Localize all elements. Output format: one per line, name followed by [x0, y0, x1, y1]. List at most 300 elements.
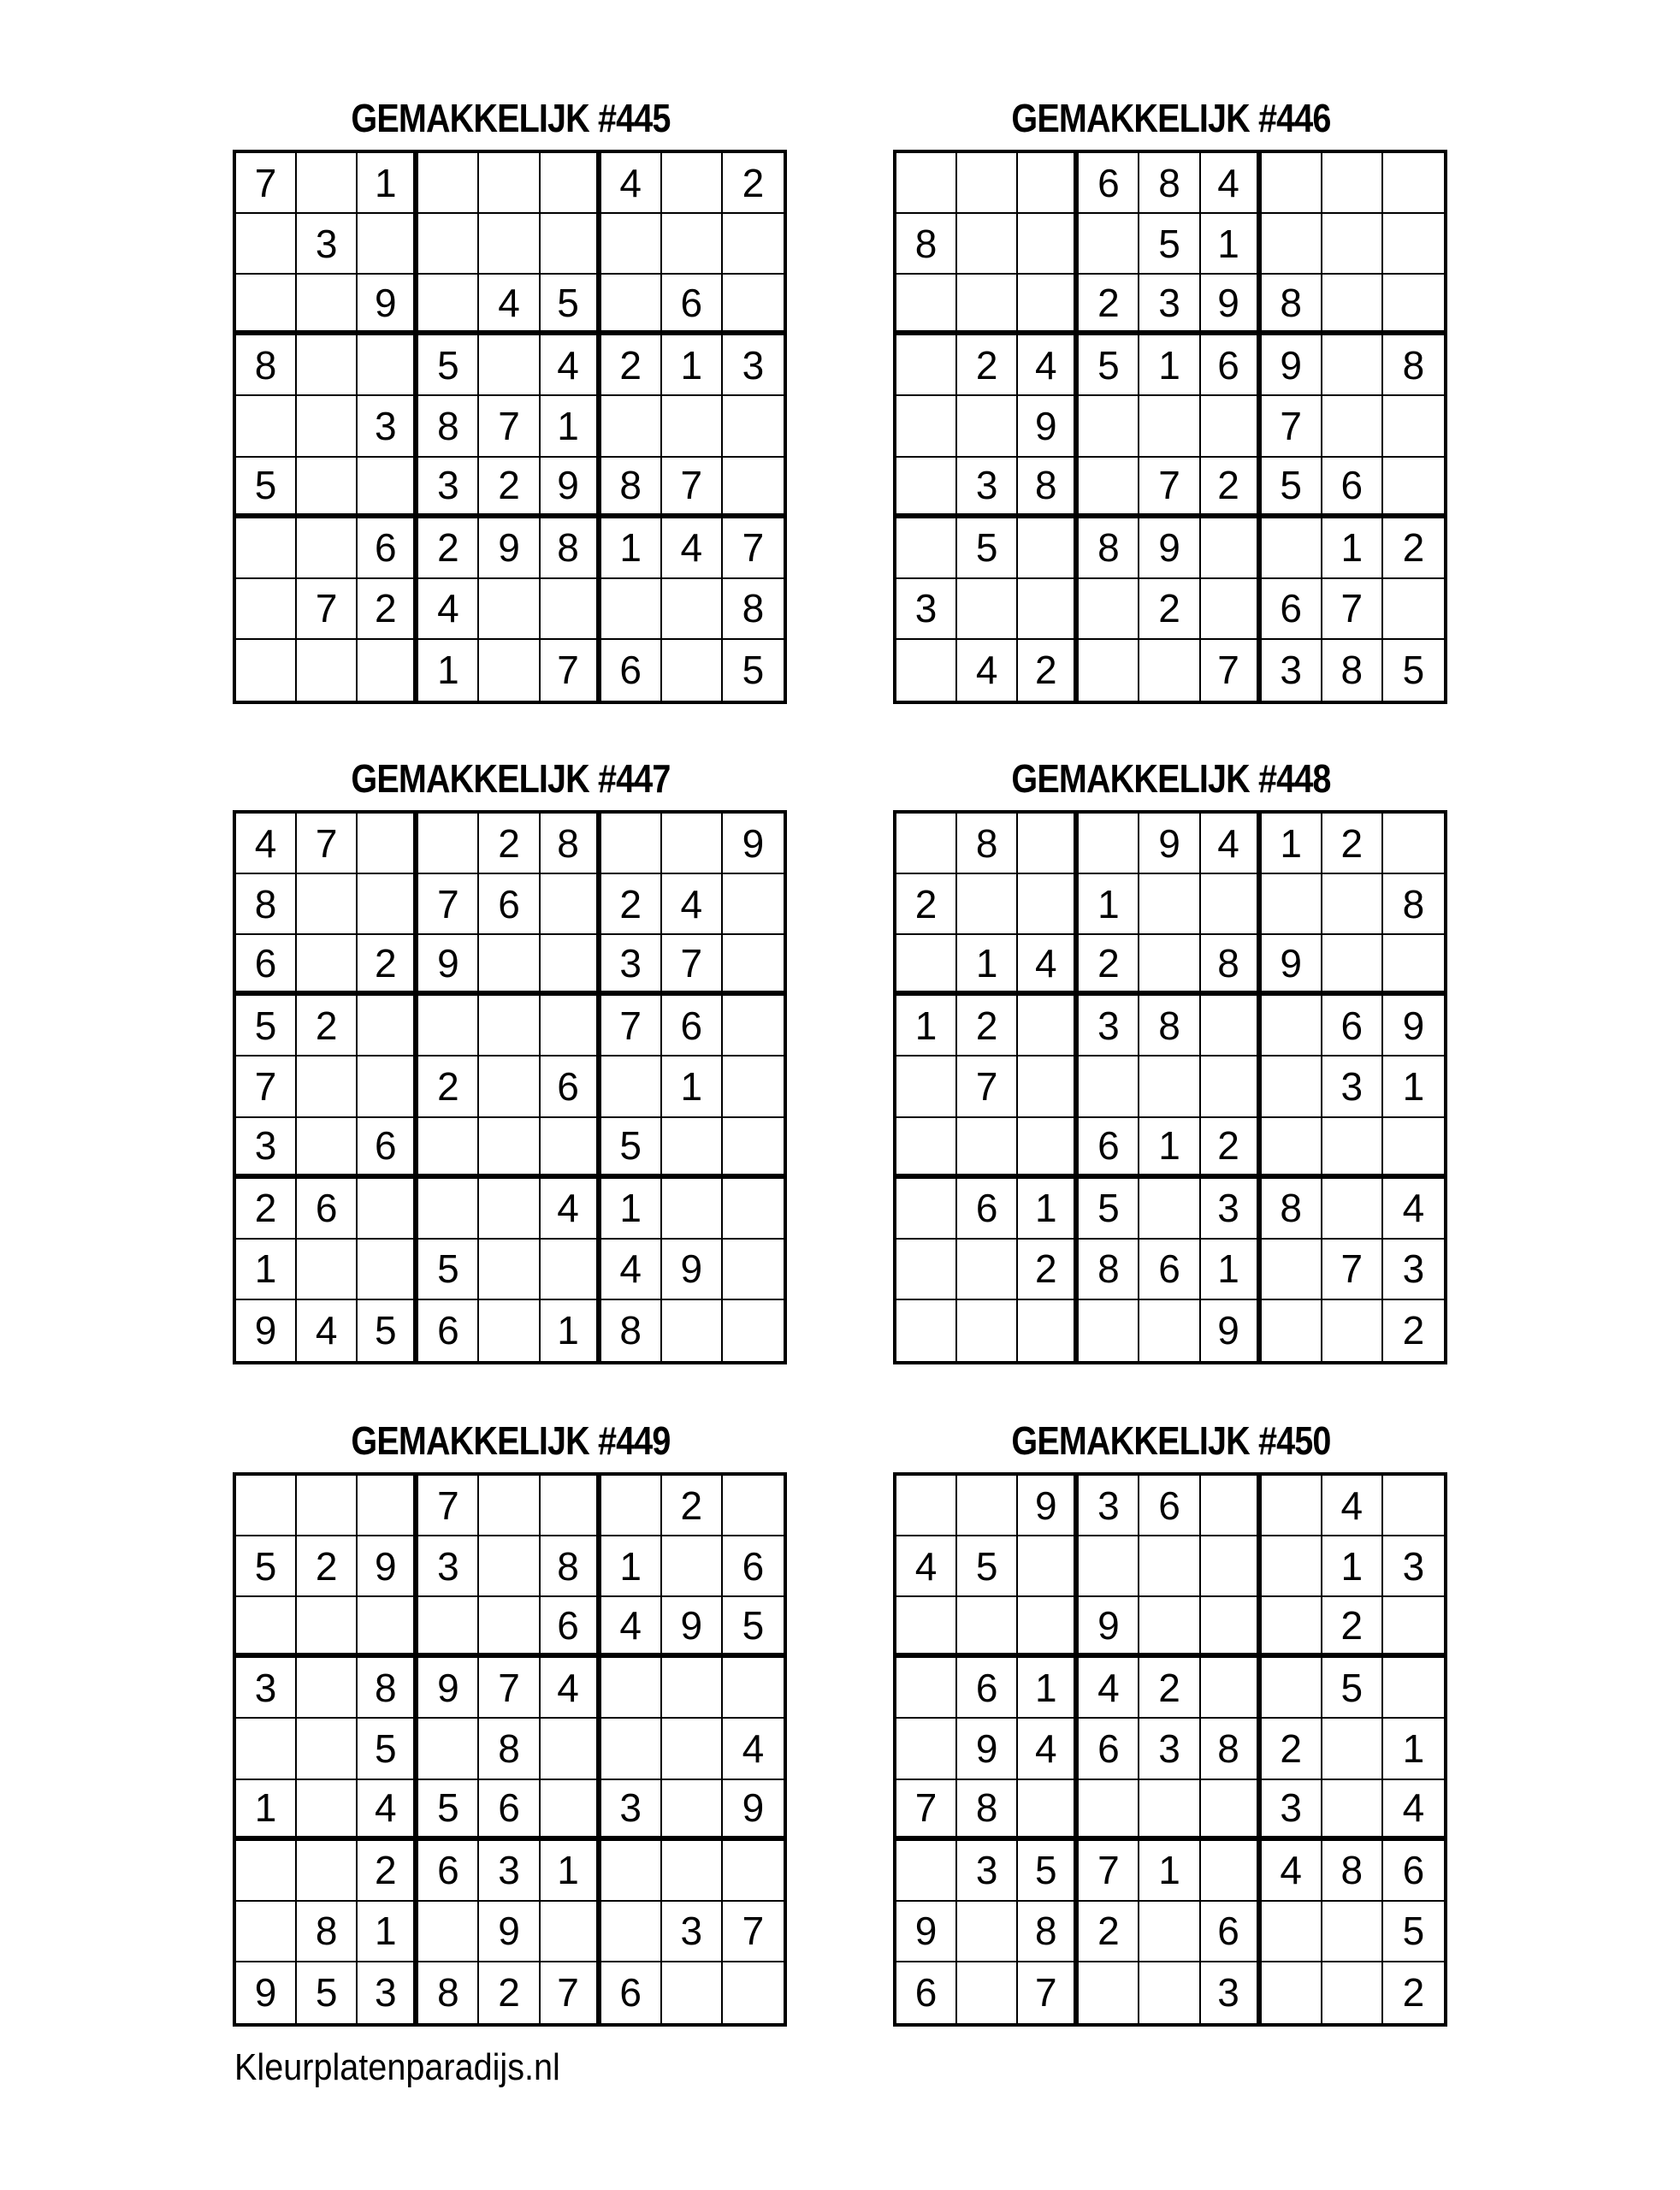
sudoku-cell[interactable] — [1018, 874, 1079, 935]
sudoku-cell[interactable] — [236, 640, 297, 701]
sudoku-cell[interactable] — [1018, 1597, 1079, 1658]
sudoku-cell[interactable]: 7 — [297, 579, 358, 640]
sudoku-cell[interactable] — [601, 1902, 662, 1962]
sudoku-cell[interactable]: 1 — [358, 153, 418, 214]
sudoku-cell[interactable] — [358, 814, 418, 874]
sudoku-cell[interactable]: 4 — [1383, 1780, 1444, 1841]
sudoku-cell[interactable] — [601, 396, 662, 457]
sudoku-cell[interactable] — [236, 579, 297, 640]
sudoku-cell[interactable] — [479, 1240, 540, 1300]
sudoku-cell[interactable]: 2 — [601, 335, 662, 396]
sudoku-cell[interactable] — [723, 275, 784, 335]
sudoku-cell[interactable] — [297, 1240, 358, 1300]
sudoku-cell[interactable]: 3 — [358, 396, 418, 457]
sudoku-cell[interactable]: 3 — [1262, 1780, 1322, 1841]
sudoku-cell[interactable]: 6 — [541, 1597, 601, 1658]
sudoku-cell[interactable] — [236, 214, 297, 275]
sudoku-cell[interactable] — [723, 1841, 784, 1902]
sudoku-cell[interactable] — [1383, 1658, 1444, 1719]
sudoku-cell[interactable]: 1 — [662, 1057, 723, 1117]
sudoku-cell[interactable] — [1322, 1902, 1383, 1962]
sudoku-cell[interactable] — [418, 814, 479, 874]
sudoku-cell[interactable]: 4 — [1018, 1719, 1079, 1779]
sudoku-cell[interactable]: 2 — [1201, 458, 1262, 518]
sudoku-cell[interactable] — [479, 579, 540, 640]
sudoku-cell[interactable]: 6 — [1139, 1240, 1200, 1300]
sudoku-cell[interactable] — [896, 1597, 957, 1658]
sudoku-cell[interactable]: 6 — [297, 1179, 358, 1240]
sudoku-cell[interactable]: 4 — [1018, 935, 1079, 996]
sudoku-cell[interactable] — [1139, 1536, 1200, 1597]
sudoku-cell[interactable] — [541, 996, 601, 1057]
sudoku-cell[interactable]: 4 — [601, 1597, 662, 1658]
sudoku-cell[interactable]: 6 — [1139, 1476, 1200, 1536]
sudoku-cell[interactable] — [601, 1057, 662, 1117]
sudoku-cell[interactable] — [1322, 1179, 1383, 1240]
sudoku-cell[interactable]: 7 — [723, 1902, 784, 1962]
sudoku-cell[interactable]: 7 — [541, 1962, 601, 2023]
sudoku-cell[interactable] — [1139, 1300, 1200, 1361]
sudoku-cell[interactable] — [957, 1118, 1018, 1179]
sudoku-cell[interactable] — [1262, 1658, 1322, 1719]
sudoku-cell[interactable] — [957, 1902, 1018, 1962]
sudoku-cell[interactable] — [896, 1719, 957, 1779]
sudoku-cell[interactable] — [297, 1118, 358, 1179]
sudoku-cell[interactable]: 2 — [1262, 1719, 1322, 1779]
sudoku-cell[interactable]: 9 — [1139, 814, 1200, 874]
sudoku-cell[interactable]: 4 — [1201, 153, 1262, 214]
sudoku-cell[interactable] — [896, 1057, 957, 1117]
sudoku-cell[interactable]: 2 — [1079, 275, 1139, 335]
sudoku-cell[interactable] — [1139, 1962, 1200, 2023]
sudoku-cell[interactable]: 7 — [418, 874, 479, 935]
sudoku-cell[interactable]: 9 — [1079, 1597, 1139, 1658]
sudoku-cell[interactable] — [358, 996, 418, 1057]
sudoku-cell[interactable] — [723, 1179, 784, 1240]
sudoku-cell[interactable]: 7 — [479, 396, 540, 457]
sudoku-cell[interactable] — [1018, 1300, 1079, 1361]
sudoku-cell[interactable]: 1 — [418, 640, 479, 701]
sudoku-cell[interactable]: 1 — [896, 996, 957, 1057]
sudoku-cell[interactable]: 9 — [1139, 518, 1200, 579]
sudoku-cell[interactable] — [896, 335, 957, 396]
sudoku-cell[interactable] — [662, 396, 723, 457]
sudoku-cell[interactable]: 9 — [723, 1780, 784, 1841]
sudoku-cell[interactable] — [236, 1476, 297, 1536]
sudoku-cell[interactable]: 6 — [1383, 1841, 1444, 1902]
sudoku-cell[interactable]: 5 — [1139, 214, 1200, 275]
sudoku-cell[interactable] — [297, 1841, 358, 1902]
sudoku-cell[interactable]: 9 — [1018, 396, 1079, 457]
sudoku-cell[interactable] — [1383, 275, 1444, 335]
sudoku-cell[interactable] — [723, 874, 784, 935]
sudoku-cell[interactable]: 8 — [1018, 1902, 1079, 1962]
sudoku-cell[interactable] — [541, 1902, 601, 1962]
sudoku-cell[interactable]: 7 — [418, 1476, 479, 1536]
sudoku-cell[interactable] — [1262, 1118, 1322, 1179]
sudoku-cell[interactable] — [297, 1719, 358, 1779]
sudoku-cell[interactable] — [1322, 1962, 1383, 2023]
sudoku-cell[interactable] — [1383, 1597, 1444, 1658]
sudoku-cell[interactable] — [1018, 518, 1079, 579]
sudoku-cell[interactable]: 2 — [1201, 1118, 1262, 1179]
sudoku-cell[interactable]: 4 — [1322, 1476, 1383, 1536]
sudoku-cell[interactable]: 8 — [601, 1300, 662, 1361]
sudoku-cell[interactable]: 1 — [1201, 1240, 1262, 1300]
sudoku-cell[interactable]: 4 — [418, 579, 479, 640]
sudoku-cell[interactable]: 6 — [418, 1841, 479, 1902]
sudoku-cell[interactable] — [1262, 1240, 1322, 1300]
sudoku-cell[interactable]: 9 — [236, 1962, 297, 2023]
sudoku-cell[interactable]: 2 — [1402, 1308, 1425, 1353]
sudoku-cell[interactable]: 7 — [1018, 1962, 1079, 2023]
sudoku-cell[interactable]: 5 — [1079, 1179, 1139, 1240]
sudoku-cell[interactable] — [297, 1057, 358, 1117]
sudoku-cell[interactable]: 7 — [541, 640, 601, 701]
sudoku-cell[interactable]: 3 — [418, 1536, 479, 1597]
sudoku-cell[interactable]: 1 — [1018, 1658, 1079, 1719]
sudoku-cell[interactable]: 3 — [896, 579, 957, 640]
sudoku-cell[interactable] — [1139, 1057, 1200, 1117]
sudoku-cell[interactable] — [662, 1118, 723, 1179]
sudoku-cell[interactable] — [723, 1658, 784, 1719]
sudoku-cell[interactable]: 5 — [742, 648, 765, 693]
sudoku-cell[interactable] — [1201, 1476, 1262, 1536]
sudoku-cell[interactable] — [1201, 874, 1262, 935]
sudoku-cell[interactable]: 3 — [601, 1780, 662, 1841]
sudoku-cell[interactable]: 7 — [662, 935, 723, 996]
sudoku-cell[interactable]: 1 — [358, 1902, 418, 1962]
sudoku-cell[interactable]: 3 — [236, 1118, 297, 1179]
sudoku-cell[interactable]: 2 — [1402, 1970, 1425, 2015]
sudoku-cell[interactable]: 6 — [662, 275, 723, 335]
sudoku-cell[interactable]: 6 — [1201, 335, 1262, 396]
sudoku-cell[interactable]: 1 — [1139, 335, 1200, 396]
sudoku-cell[interactable]: 1 — [1018, 1179, 1079, 1240]
sudoku-cell[interactable] — [479, 996, 540, 1057]
sudoku-cell[interactable]: 5 — [1402, 648, 1425, 693]
sudoku-cell[interactable]: 5 — [358, 1719, 418, 1779]
sudoku-cell[interactable]: 3 — [418, 458, 479, 518]
sudoku-cell[interactable] — [297, 1780, 358, 1841]
sudoku-cell[interactable]: 6 — [479, 1780, 540, 1841]
sudoku-cell[interactable]: 9 — [418, 935, 479, 996]
sudoku-cell[interactable] — [601, 814, 662, 874]
sudoku-cell[interactable] — [723, 396, 784, 457]
sudoku-cell[interactable] — [1201, 1597, 1262, 1658]
sudoku-cell[interactable]: 8 — [1322, 1841, 1383, 1902]
sudoku-cell[interactable]: 4 — [479, 275, 540, 335]
sudoku-cell[interactable]: 8 — [479, 1719, 540, 1779]
sudoku-cell[interactable]: 7 — [662, 458, 723, 518]
sudoku-cell[interactable]: 6 — [479, 874, 540, 935]
sudoku-cell[interactable] — [297, 335, 358, 396]
sudoku-cell[interactable]: 5 — [1322, 1658, 1383, 1719]
sudoku-cell[interactable] — [479, 1179, 540, 1240]
sudoku-cell[interactable] — [896, 1118, 957, 1179]
sudoku-cell[interactable] — [1383, 153, 1444, 214]
sudoku-cell[interactable] — [1079, 458, 1139, 518]
sudoku-cell[interactable] — [236, 1597, 297, 1658]
sudoku-cell[interactable]: 4 — [1262, 1841, 1322, 1902]
sudoku-cell[interactable] — [957, 1962, 1018, 2023]
sudoku-cell[interactable]: 7 — [1201, 640, 1262, 701]
sudoku-cell[interactable]: 9 — [479, 518, 540, 579]
sudoku-cell[interactable] — [662, 1658, 723, 1719]
sudoku-cell[interactable]: 6 — [418, 1300, 479, 1361]
sudoku-cell[interactable]: 1 — [1322, 1536, 1383, 1597]
sudoku-cell[interactable] — [1262, 874, 1322, 935]
sudoku-cell[interactable] — [662, 1780, 723, 1841]
sudoku-cell[interactable] — [479, 214, 540, 275]
sudoku-cell[interactable] — [418, 214, 479, 275]
sudoku-cell[interactable]: 8 — [1262, 275, 1322, 335]
sudoku-cell[interactable]: 8 — [418, 1962, 479, 2023]
sudoku-cell[interactable]: 1 — [957, 935, 1018, 996]
sudoku-cell[interactable]: 1 — [541, 396, 601, 457]
sudoku-cell[interactable]: 4 — [541, 1658, 601, 1719]
sudoku-cell[interactable] — [479, 1476, 540, 1536]
sudoku-cell[interactable]: 7 — [896, 1780, 957, 1841]
sudoku-cell[interactable]: 2 — [957, 335, 1018, 396]
sudoku-cell[interactable]: 8 — [723, 579, 784, 640]
sudoku-cell[interactable] — [1322, 153, 1383, 214]
sudoku-cell[interactable] — [896, 640, 957, 701]
sudoku-cell[interactable] — [896, 458, 957, 518]
sudoku-cell[interactable]: 6 — [1079, 153, 1139, 214]
sudoku-cell[interactable]: 3 — [1201, 1962, 1262, 2023]
sudoku-cell[interactable]: 7 — [957, 1057, 1018, 1117]
sudoku-cell[interactable]: 2 — [896, 874, 957, 935]
sudoku-cell[interactable] — [418, 1902, 479, 1962]
sudoku-cell[interactable] — [957, 1597, 1018, 1658]
sudoku-cell[interactable]: 1 — [1201, 214, 1262, 275]
sudoku-cell[interactable] — [1322, 1780, 1383, 1841]
sudoku-cell[interactable] — [1201, 1658, 1262, 1719]
sudoku-cell[interactable] — [1262, 1597, 1322, 1658]
sudoku-cell[interactable] — [601, 214, 662, 275]
sudoku-cell[interactable] — [541, 935, 601, 996]
sudoku-cell[interactable]: 9 — [358, 1536, 418, 1597]
sudoku-cell[interactable] — [957, 1240, 1018, 1300]
sudoku-cell[interactable]: 2 — [957, 996, 1018, 1057]
sudoku-cell[interactable] — [358, 1240, 418, 1300]
sudoku-cell[interactable]: 2 — [297, 1536, 358, 1597]
sudoku-cell[interactable] — [297, 1476, 358, 1536]
sudoku-cell[interactable]: 2 — [1139, 579, 1200, 640]
sudoku-cell[interactable] — [896, 814, 957, 874]
sudoku-cell[interactable]: 1 — [601, 1179, 662, 1240]
sudoku-cell[interactable]: 4 — [601, 153, 662, 214]
sudoku-cell[interactable] — [479, 935, 540, 996]
sudoku-cell[interactable] — [1322, 275, 1383, 335]
sudoku-cell[interactable]: 5 — [418, 1240, 479, 1300]
sudoku-cell[interactable]: 9 — [479, 1902, 540, 1962]
sudoku-cell[interactable] — [358, 1597, 418, 1658]
sudoku-cell[interactable]: 1 — [1139, 1118, 1200, 1179]
sudoku-cell[interactable] — [236, 396, 297, 457]
sudoku-cell[interactable]: 4 — [1383, 1179, 1444, 1240]
sudoku-cell[interactable]: 8 — [896, 214, 957, 275]
sudoku-cell[interactable]: 2 — [418, 518, 479, 579]
sudoku-cell[interactable]: 5 — [601, 1118, 662, 1179]
sudoku-cell[interactable] — [1383, 458, 1444, 518]
sudoku-cell[interactable]: 8 — [1322, 640, 1383, 701]
sudoku-cell[interactable] — [479, 335, 540, 396]
sudoku-cell[interactable] — [541, 153, 601, 214]
sudoku-cell[interactable] — [662, 1179, 723, 1240]
sudoku-cell[interactable] — [358, 874, 418, 935]
sudoku-cell[interactable]: 5 — [236, 1536, 297, 1597]
sudoku-cell[interactable]: 3 — [957, 1841, 1018, 1902]
sudoku-cell[interactable] — [541, 1719, 601, 1779]
sudoku-cell[interactable] — [1201, 396, 1262, 457]
sudoku-cell[interactable]: 9 — [1018, 1476, 1079, 1536]
sudoku-cell[interactable]: 6 — [1262, 579, 1322, 640]
sudoku-cell[interactable]: 3 — [662, 1902, 723, 1962]
sudoku-cell[interactable]: 8 — [1139, 153, 1200, 214]
sudoku-cell[interactable]: 6 — [957, 1179, 1018, 1240]
sudoku-cell[interactable]: 8 — [358, 1658, 418, 1719]
sudoku-cell[interactable] — [601, 275, 662, 335]
sudoku-cell[interactable]: 5 — [236, 458, 297, 518]
sudoku-cell[interactable] — [297, 935, 358, 996]
sudoku-cell[interactable]: 4 — [541, 1179, 601, 1240]
sudoku-cell[interactable]: 5 — [723, 1597, 784, 1658]
sudoku-cell[interactable]: 3 — [297, 214, 358, 275]
sudoku-cell[interactable] — [1018, 1780, 1079, 1841]
sudoku-cell[interactable] — [1018, 153, 1079, 214]
sudoku-cell[interactable] — [896, 153, 957, 214]
sudoku-cell[interactable] — [236, 1902, 297, 1962]
sudoku-cell[interactable] — [297, 1597, 358, 1658]
sudoku-cell[interactable] — [1018, 1057, 1079, 1117]
sudoku-cell[interactable]: 6 — [957, 1658, 1018, 1719]
sudoku-cell[interactable] — [541, 874, 601, 935]
sudoku-cell[interactable] — [1262, 996, 1322, 1057]
sudoku-cell[interactable] — [236, 518, 297, 579]
sudoku-cell[interactable]: 4 — [541, 335, 601, 396]
sudoku-cell[interactable]: 9 — [541, 458, 601, 518]
sudoku-cell[interactable] — [601, 1658, 662, 1719]
sudoku-cell[interactable] — [896, 518, 957, 579]
sudoku-cell[interactable] — [1139, 640, 1200, 701]
sudoku-cell[interactable] — [896, 1476, 957, 1536]
sudoku-cell[interactable] — [662, 579, 723, 640]
sudoku-cell[interactable]: 9 — [358, 275, 418, 335]
sudoku-cell[interactable]: 5 — [418, 1780, 479, 1841]
sudoku-cell[interactable]: 2 — [723, 153, 784, 214]
sudoku-cell[interactable] — [896, 935, 957, 996]
sudoku-cell[interactable]: 6 — [541, 1057, 601, 1117]
sudoku-cell[interactable]: 8 — [1383, 335, 1444, 396]
sudoku-cell[interactable]: 8 — [1139, 996, 1200, 1057]
sudoku-cell[interactable]: 5 — [1079, 335, 1139, 396]
sudoku-cell[interactable] — [358, 1476, 418, 1536]
sudoku-cell[interactable] — [479, 640, 540, 701]
sudoku-cell[interactable] — [1201, 518, 1262, 579]
sudoku-cell[interactable]: 3 — [1383, 1536, 1444, 1597]
sudoku-cell[interactable] — [723, 1962, 784, 2023]
sudoku-cell[interactable] — [541, 1780, 601, 1841]
sudoku-cell[interactable] — [1262, 1902, 1322, 1962]
sudoku-cell[interactable]: 6 — [358, 518, 418, 579]
sudoku-cell[interactable] — [1383, 1476, 1444, 1536]
sudoku-cell[interactable]: 8 — [1383, 874, 1444, 935]
sudoku-cell[interactable]: 6 — [236, 935, 297, 996]
sudoku-cell[interactable]: 2 — [601, 874, 662, 935]
sudoku-cell[interactable] — [896, 396, 957, 457]
sudoku-cell[interactable]: 2 — [358, 579, 418, 640]
sudoku-cell[interactable] — [1201, 1057, 1262, 1117]
sudoku-cell[interactable]: 4 — [723, 1719, 784, 1779]
sudoku-cell[interactable]: 3 — [957, 458, 1018, 518]
sudoku-cell[interactable] — [297, 874, 358, 935]
sudoku-cell[interactable]: 6 — [1201, 1902, 1262, 1962]
sudoku-cell[interactable] — [1262, 518, 1322, 579]
sudoku-cell[interactable]: 2 — [1383, 518, 1444, 579]
sudoku-cell[interactable] — [1139, 1780, 1200, 1841]
sudoku-cell[interactable] — [418, 1179, 479, 1240]
sudoku-cell[interactable] — [1201, 1780, 1262, 1841]
sudoku-cell[interactable] — [1383, 214, 1444, 275]
sudoku-cell[interactable]: 2 — [358, 1841, 418, 1902]
sudoku-cell[interactable]: 2 — [1079, 1902, 1139, 1962]
sudoku-cell[interactable]: 3 — [1322, 1057, 1383, 1117]
sudoku-cell[interactable]: 9 — [236, 1300, 297, 1361]
sudoku-cell[interactable] — [662, 1841, 723, 1902]
sudoku-cell[interactable]: 1 — [601, 518, 662, 579]
sudoku-cell[interactable] — [1079, 640, 1139, 701]
sudoku-cell[interactable]: 4 — [1018, 335, 1079, 396]
sudoku-cell[interactable]: 8 — [236, 874, 297, 935]
sudoku-cell[interactable]: 9 — [896, 1902, 957, 1962]
sudoku-cell[interactable] — [418, 1597, 479, 1658]
sudoku-cell[interactable] — [297, 275, 358, 335]
sudoku-cell[interactable]: 4 — [297, 1300, 358, 1361]
sudoku-cell[interactable]: 8 — [1079, 1240, 1139, 1300]
sudoku-cell[interactable]: 8 — [297, 1902, 358, 1962]
sudoku-cell[interactable]: 1 — [236, 1240, 297, 1300]
sudoku-cell[interactable] — [358, 1179, 418, 1240]
sudoku-cell[interactable]: 3 — [1139, 1719, 1200, 1779]
sudoku-cell[interactable] — [418, 153, 479, 214]
sudoku-cell[interactable]: 6 — [1322, 458, 1383, 518]
sudoku-cell[interactable]: 1 — [1079, 874, 1139, 935]
sudoku-cell[interactable]: 1 — [662, 335, 723, 396]
sudoku-cell[interactable]: 7 — [1079, 1841, 1139, 1902]
sudoku-cell[interactable] — [1079, 1962, 1139, 2023]
sudoku-cell[interactable] — [957, 214, 1018, 275]
sudoku-cell[interactable] — [541, 1476, 601, 1536]
sudoku-cell[interactable]: 8 — [1201, 935, 1262, 996]
sudoku-cell[interactable] — [1262, 153, 1322, 214]
sudoku-cell[interactable] — [479, 1300, 540, 1361]
sudoku-cell[interactable] — [1262, 214, 1322, 275]
sudoku-cell[interactable]: 1 — [1262, 814, 1322, 874]
sudoku-cell[interactable]: 3 — [358, 1962, 418, 2023]
sudoku-cell[interactable]: 1 — [236, 1780, 297, 1841]
sudoku-cell[interactable]: 7 — [236, 1057, 297, 1117]
sudoku-cell[interactable] — [723, 1476, 784, 1536]
sudoku-cell[interactable]: 1 — [601, 1536, 662, 1597]
sudoku-cell[interactable]: 9 — [1262, 935, 1322, 996]
sudoku-cell[interactable] — [1139, 935, 1200, 996]
sudoku-cell[interactable]: 4 — [662, 874, 723, 935]
sudoku-cell[interactable] — [662, 640, 723, 701]
sudoku-cell[interactable] — [1262, 1300, 1322, 1361]
sudoku-cell[interactable]: 3 — [1139, 275, 1200, 335]
